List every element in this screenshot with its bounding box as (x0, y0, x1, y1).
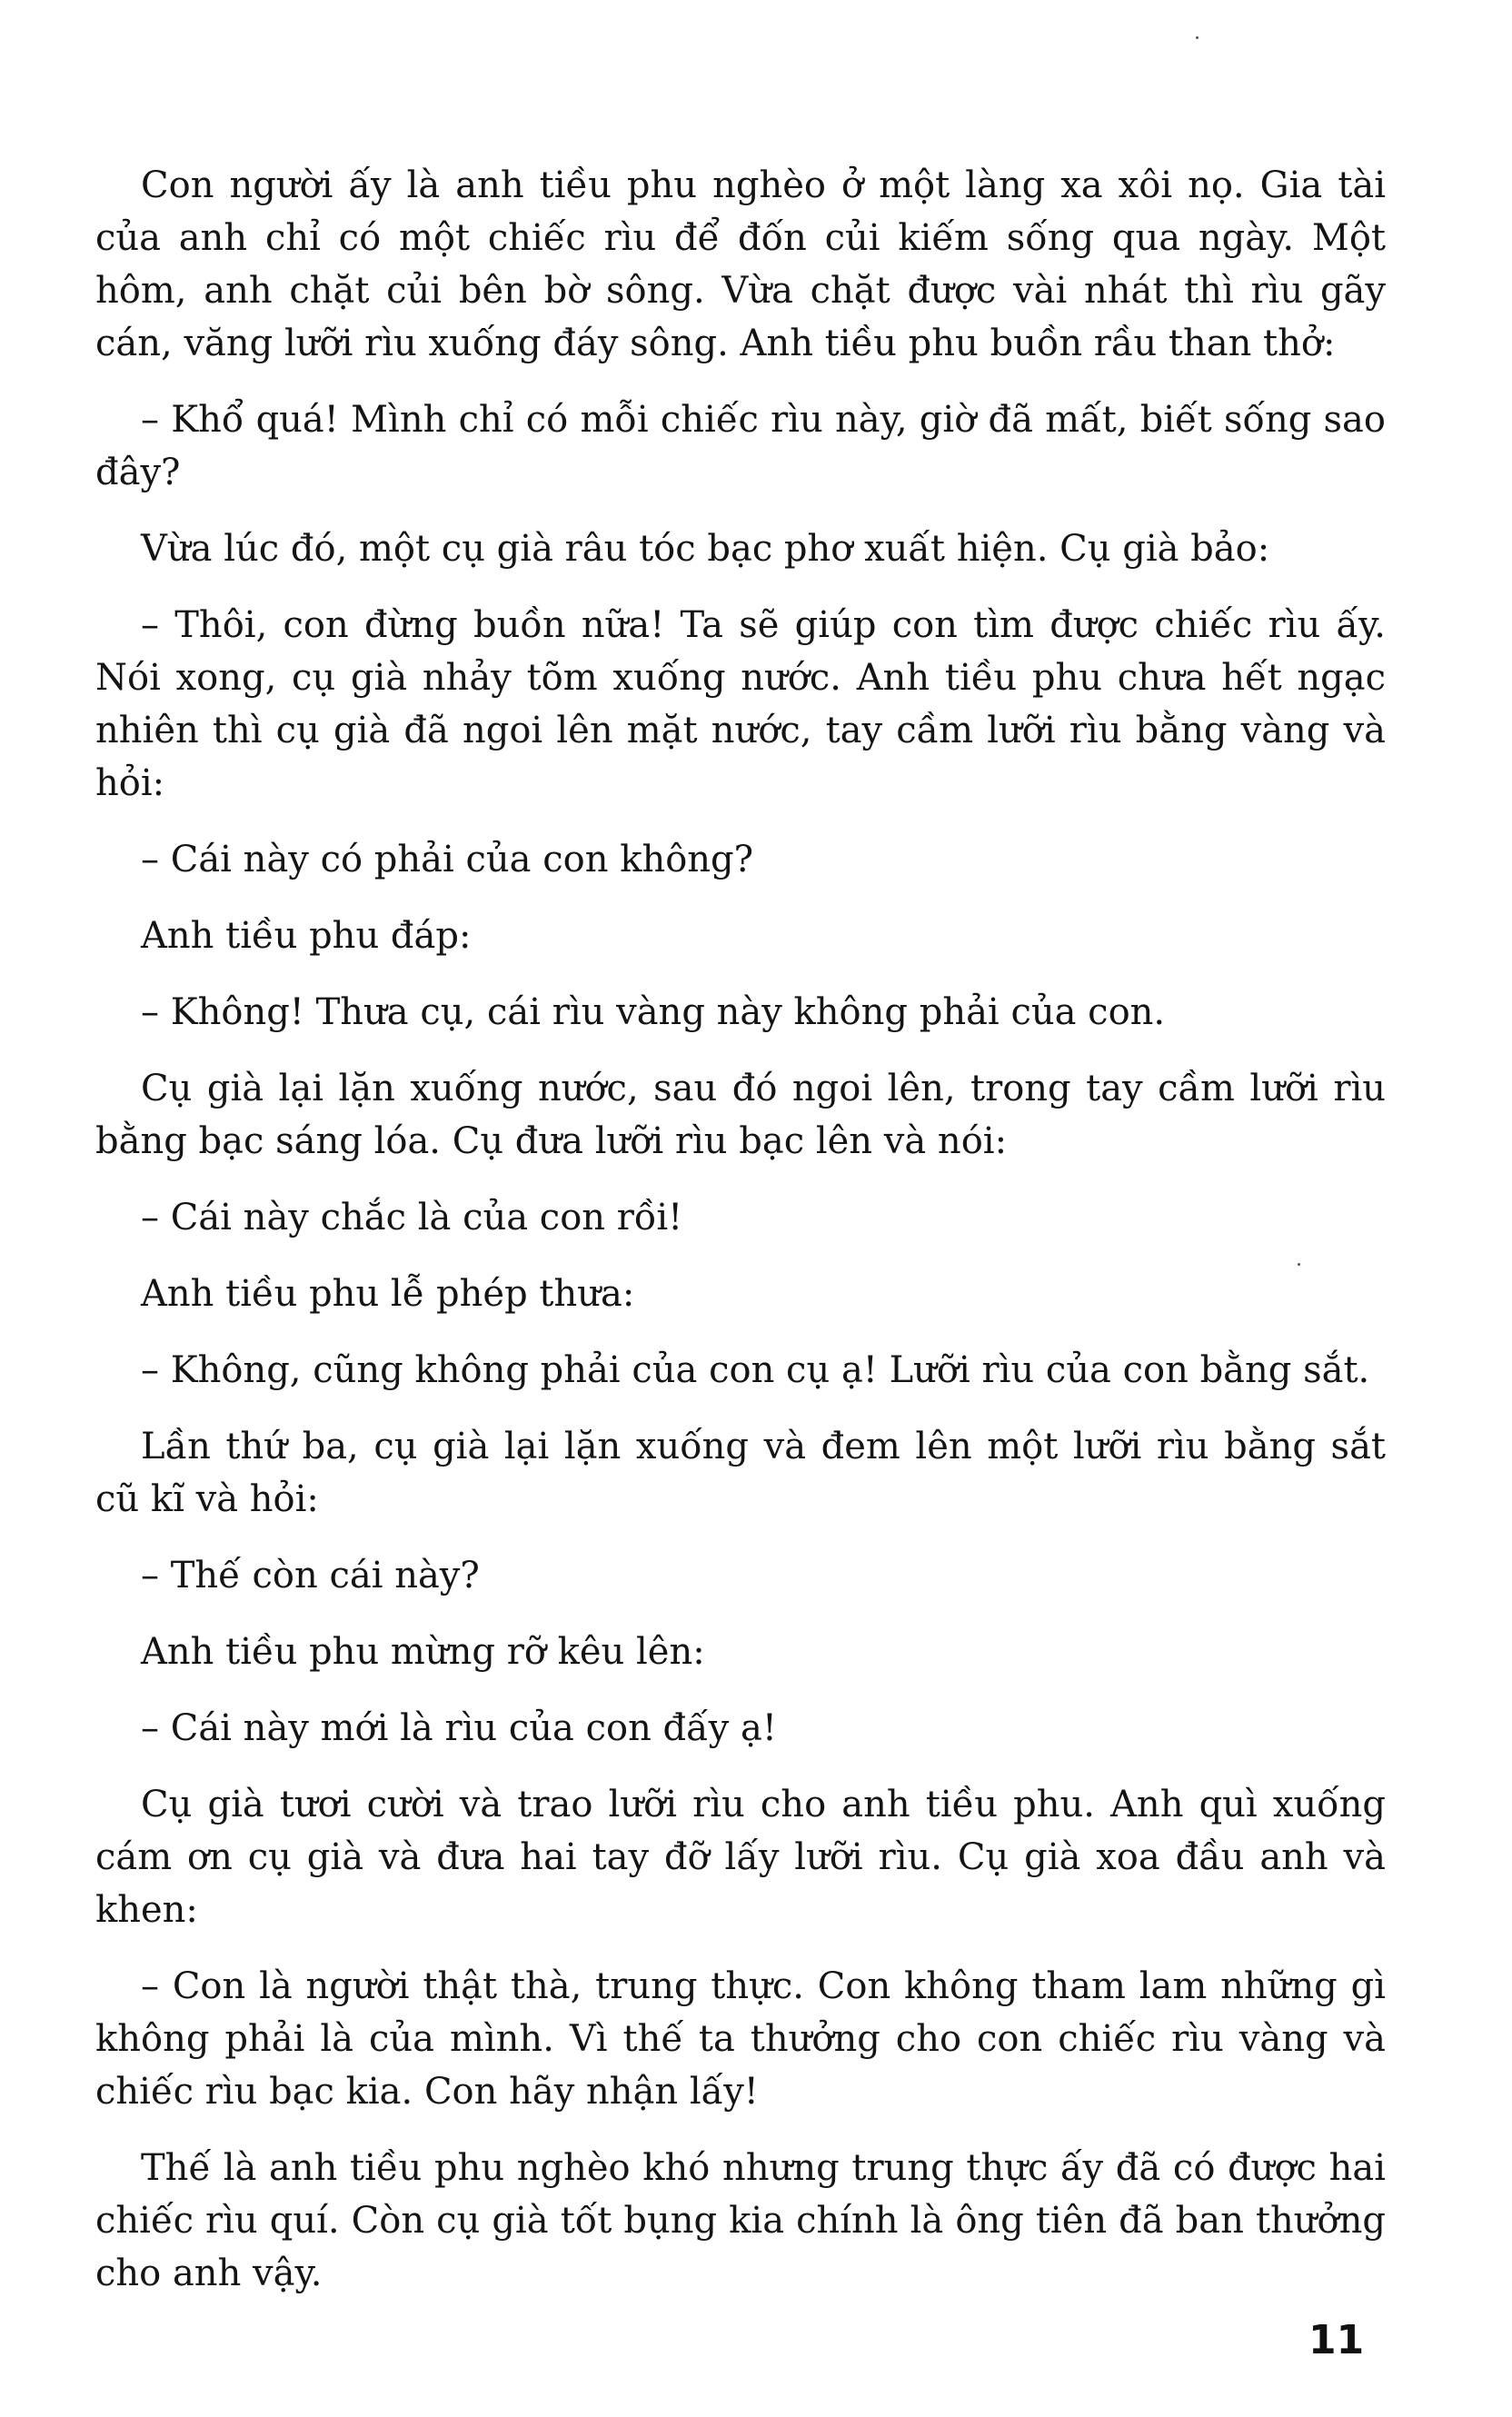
dialogue-line: – Cái này mới là rìu của con đấy ạ! (141, 1707, 777, 1749)
dialogue-line: – Không, cũng không phải của con cụ ạ! Lưỡi rìu của con bằng sắt. (141, 1349, 1370, 1391)
dialogue-line: – Thế còn cái này? (141, 1555, 480, 1596)
paragraph: Anh tiều phu mừng rỡ kêu lên: (141, 1631, 705, 1673)
paragraph: Thế là anh tiều phu nghèo khó nhưng trung thực ấy đã có được hai chiếc rìu quí. Còn cụ già tốt bụng kia chính là ông tiên đã ban thưởng cho anh vậy. (95, 2147, 1386, 2294)
paragraph: Cụ già lại lặn xuống nước, sau đó ngoi lên, trong tay cầm lưỡi rìu bằng bạc sáng lóa. Cụ đưa lưỡi rìu bạc lên và nói: (95, 1068, 1386, 1162)
dialogue-line: – Cái này chắc là của con rồi! (141, 1197, 683, 1238)
page-number: 11 (1308, 2317, 1365, 2363)
dialogue-line: – Không! Thưa cụ, cái rìu vàng này không phải của con. (141, 991, 1166, 1033)
dialogue-line: – Khổ quá! Mình chỉ có mỗi chiếc rìu này, giờ đã mất, biết sống sao đây? (95, 399, 1386, 493)
dialogue-line: – Con là người thật thà, trung thực. Con không tham lam những gì không phải là của mình. Vì thế ta thưởng cho con chiếc rìu vàng và chiếc rìu bạc kia. Con hãy nhận lấy! (95, 1965, 1386, 2113)
paragraph: Anh tiều phu đáp: (141, 915, 472, 957)
story-text (95, 159, 1386, 2323)
dialogue-line: – Thôi, con đừng buồn nữa! Ta sẽ giúp con tìm được chiếc rìu ấy. Nói xong, cụ già nhảy tõm xuống nước. Anh tiều phu chưa hết ngạc nhiên thì cụ già đã ngoi lên mặt nước, tay cầm lưỡi rìu bằng vàng và hỏi: (95, 604, 1386, 804)
paragraph: Lần thứ ba, cụ già lại lặn xuống và đem lên một lưỡi rìu bằng sắt cũ kĩ và hỏi: (95, 1426, 1386, 1520)
dialogue-line: – Cái này có phải của con không? (141, 839, 754, 880)
paragraph: Anh tiều phu lễ phép thưa: (141, 1273, 635, 1315)
paragraph: Cụ già tươi cười và trao lưỡi rìu cho anh tiều phu. Anh quì xuống cám ơn cụ già và đưa hai tay đỡ lấy lưỡi rìu. Cụ già xoa đầu anh và khen: (95, 1784, 1386, 1931)
paragraph: Con người ấy là anh tiều phu nghèo ở một làng xa xôi nọ. Gia tài của anh chỉ có một chiếc rìu để đốn củi kiếm sống qua ngày. Một hôm, anh chặt củi bên bờ sông. Vừa chặt được vài nhát thì rìu gãy cán, văng lưỡi rìu xuống đáy sông. Anh tiều phu buồn rầu than thở: (95, 164, 1386, 364)
scan-speck (1196, 36, 1199, 39)
paragraph: Vừa lúc đó, một cụ già râu tóc bạc phơ xuất hiện. Cụ già bảo: (141, 528, 1270, 570)
